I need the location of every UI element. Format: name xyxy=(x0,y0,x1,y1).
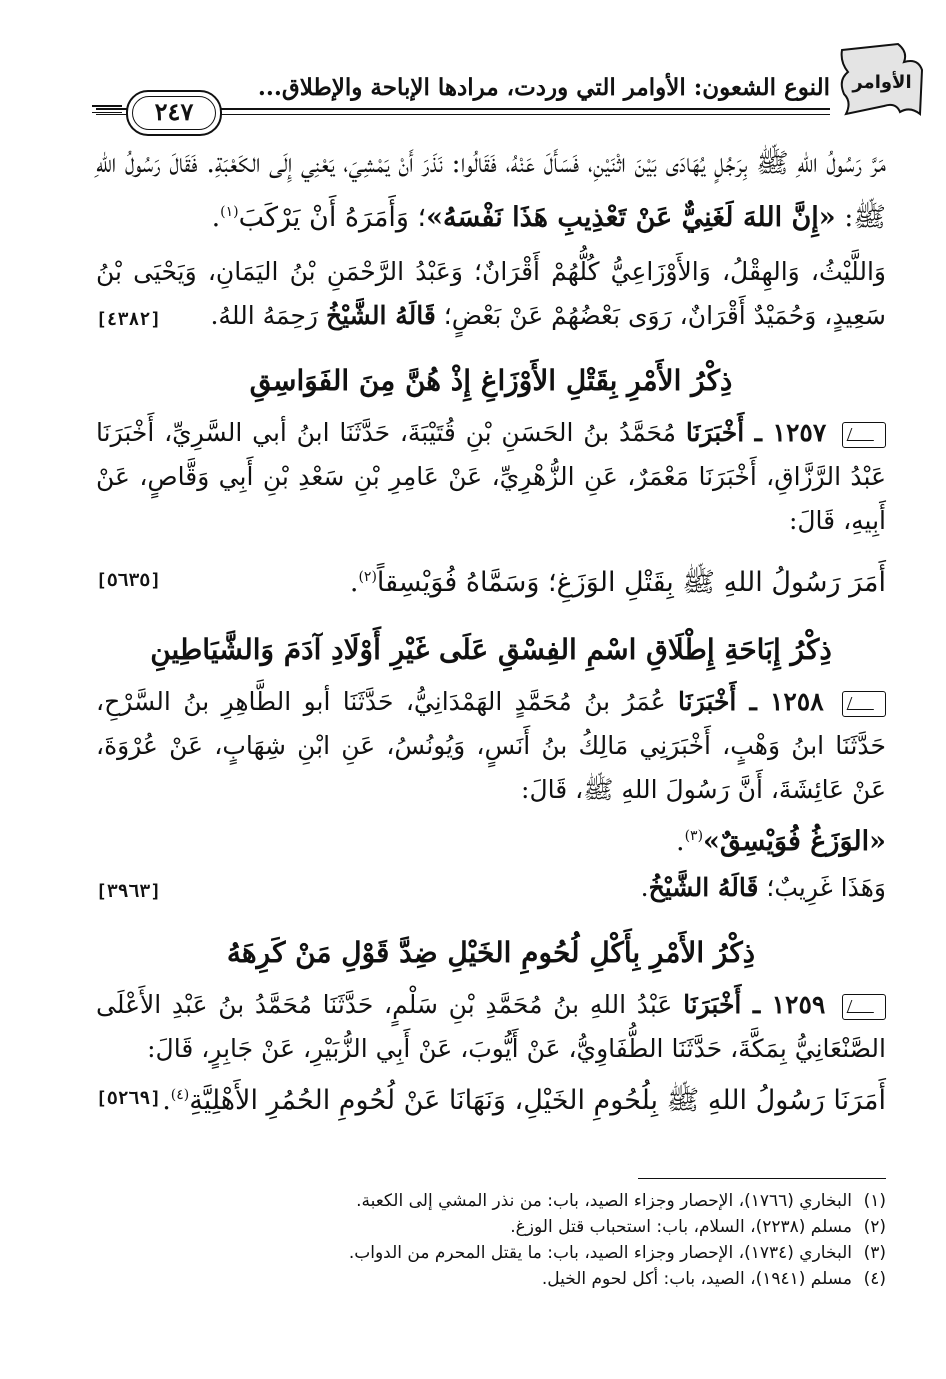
commentary-paragraph: وَهَذَا غَرِيبٌ؛ قَالَهُ الشَّيْخُ. [٣٩٦٣] xyxy=(96,866,886,910)
hadith-isnad xyxy=(96,411,886,543)
footnote-text: البخاري (١٧٣٤)، الإحصار وجزاء الصيد، باب: ما يقتل المحرم من الدواب. xyxy=(348,1243,852,1263)
page-number: ٢٤٧ xyxy=(126,90,222,136)
commentary-attribution: قَالَهُ الشَّيْخُ xyxy=(648,873,759,902)
commentary-text: وَاللَّيْثُ، وَالهِقْلُ، وَالأَوْزَاعِيُّ كُلُّهُمْ أَقْرَانٌ؛ وَعَبْدُ الرَّحْمَنِ بْنُ اليَمَانِ، وَيَحْيَى بْنُ سَعِيدٍ، وَحُمَيْدٌ أَقْرَانٌ، رَوَى بَعْضُهُمْ عَنْ بَعْضٍ؛ xyxy=(96,257,886,330)
corner-label: الأوامر xyxy=(852,72,912,93)
footnote-text: مسلم (١٩٤١)، الصيد، باب: أكل لحوم الخيل. xyxy=(541,1269,852,1289)
commentary-paragraph xyxy=(96,250,886,338)
footnote-ref: (١) xyxy=(220,204,239,220)
hadith-marker-icon xyxy=(842,422,886,448)
hadith-marker-icon xyxy=(842,994,886,1020)
commentary-attribution: قَالَهُ الشَّيْخُ xyxy=(325,301,436,330)
footnote-ref: (٤) xyxy=(170,1087,190,1103)
footnote-text: مسلم (٢٢٣٨)، السلام، باب: استحباب قتل الوزغ. xyxy=(510,1217,852,1237)
hadith-matn: أَمَرَنَا رَسُولُ اللهِ ﷺ بِلُحُومِ الخَيْلِ، وَنَهَانَا عَنْ لُحُومِ الحُمُرِ الأَهْلِيَّةِ$^{(٤)}$. [٥٢٦٩] xyxy=(96,1071,886,1125)
hadith-isnad xyxy=(96,680,886,812)
matn-text: «الوَزَغُ فُوَيْسِقٌ» xyxy=(703,826,886,857)
footnote xyxy=(96,1188,886,1214)
hadith-isnad xyxy=(96,983,886,1071)
hadith-reference-number: [٤٣٨٢] xyxy=(96,309,162,330)
footnote xyxy=(96,1240,886,1266)
isnad-text: عُمَرُ بنُ مُحَمَّدٍ الهَمْدَانِيُّ، حَدَّثَنَا أبو الطَّاهِرِ بنُ السَّرْحِ، حَدَّثَنَا ابنُ وَهْبٍ، أَخْبَرَنِي مَالِكُ بنُ أَنَسٍ، وَيُونُسُ، عَنِ ابْنِ شِهَابٍ، عَنْ عُرْوَةَ، عَنْ عَائِشَةَ، أَنَّ رَسُولَ اللهِ ﷺ، قَالَ: xyxy=(96,687,886,804)
footnote-number: (١) xyxy=(863,1191,886,1211)
section-corner-emblem xyxy=(838,40,926,120)
commentary-ending: رَحِمَهُ اللهُ. xyxy=(210,301,318,330)
footnote-text: البخاري (١٧٦٦)، الإحصار وجزاء الصيد، باب: من نذر المشي إلى الكعبة. xyxy=(356,1191,852,1211)
footnote-number: (٣) xyxy=(863,1243,886,1263)
page-header xyxy=(96,30,926,125)
hadith-matn: «الوَزَغُ فُوَيْسِقٌ»$^{(٣)}$. xyxy=(675,826,886,857)
running-title: النوع الشعون: الأوامر التي وردت، مرادها الإباحة والإطلاق... xyxy=(257,74,830,101)
chapter-heading: ذِكْرُ الأَمْرِ بِقَتْلِ الأَوْزَاغِ إِذْ هُنَّ مِنَ الفَوَاسِقِ xyxy=(249,364,733,397)
footnote xyxy=(96,1214,886,1240)
footnote xyxy=(96,1266,886,1292)
footnote-separator xyxy=(638,1178,886,1179)
hadith-number: ١٢٥٩ ـ أَخْبَرَنَا xyxy=(683,990,826,1019)
hadith-reference-number: [٥٢٦٩] xyxy=(96,1088,162,1109)
matn-text: أَمَرَنَا رَسُولُ اللهِ ﷺ بِلُحُومِ الخَيْلِ، وَنَهَانَا عَنْ لُحُومِ الحُمُرِ الأَهْلِيَّةِ xyxy=(189,1085,886,1116)
footnote-number: (٢) xyxy=(863,1217,886,1237)
hadith-number: ١٢٥٧ ـ أَخْبَرَنَا xyxy=(685,418,827,447)
footnote-ref: (٢) xyxy=(358,569,377,585)
chapter-heading: ذِكْرُ إِبَاحَةِ إِطْلَاقِ اسْمِ الفِسْقِ عَلَى غَيْرِ أَوْلَادِ آدَمَ وَالشَّيَاطِينِ xyxy=(150,633,832,666)
hadith-narration: مَرَّ رَسُولُ اللهِ ﷺ بِرَجُلٍ يُهَادَى بَيْنَ اثْنَيْنِ، فَسَأَلَ عَنْهُ، فَقَالُوا: نَذَرَ أَنْ يَمْشِيَ، يَعْنِي إِلَى الكَعْبَةِ. فَقَالَ رَسُولُ اللهِ ﷺ: xyxy=(96,148,886,233)
hadith-reference-number: [٥٦٣٥] xyxy=(96,570,162,591)
isnad-text: مُحَمَّدُ بنُ الحَسَنِ بْنِ قُتَيْبَةَ، حَدَّثَنَا ابنُ أبي السَّرِيِّ، أَخْبَرَنَا عَبْدُ الرَّزَّاقِ، أَخْبَرَنَا مَعْمَرٌ، عَنِ الزُّهْرِيِّ، عَنْ عَامِرِ بْنِ سَعْدِ بْنِ أَبِي وَقَّاصٍ، عَنْ أَبِيهِ، قَالَ: xyxy=(96,418,886,535)
hadith-matn: أَمَرَ رَسُولُ اللهِ ﷺ بِقَتْلِ الوَزَغِ؛ وَسَمَّاهُ فُوَيْسِقاً$^{(٢)}$. [٥٦٣٥] xyxy=(96,553,886,607)
footnote-number: (٤) xyxy=(863,1269,886,1289)
prophetic-quote: «إِنَّ اللهَ لَغَنِيٌّ عَنْ تَعْذِيبِ هَذَا نَفْسَهُ» xyxy=(426,202,836,233)
header-left-rule xyxy=(92,105,122,107)
page-body xyxy=(96,140,886,1125)
hadith-reference-number: [٣٩٦٣] xyxy=(96,881,162,902)
hadith-marker-icon xyxy=(842,691,886,717)
footnotes xyxy=(96,1188,886,1292)
hadith-text-continued: مَرَّ رَسُولُ اللهِ ﷺ بِرَجُلٍ يُهَادَى بَيْنَ اثْنَيْنِ، فَسَأَلَ عَنْهُ، فَقَالُوا: نَذَرَ أَنْ يَمْشِيَ، يَعْنِي إِلَى الكَعْبَةِ. فَقَالَ رَسُولُ اللهِ ﷺ: «إِنَّ اللهَ لَغَنِيٌّ عَنْ تَعْذِيبِ هَذَا نَفْسَهُ»؛ وَأَمَرَهُ أَنْ يَرْكَبَ$^{(١)}$. xyxy=(96,148,886,233)
footnote-ref: (٣) xyxy=(684,828,704,844)
hadith-number: ١٢٥٨ ـ أَخْبَرَنَا xyxy=(678,687,824,716)
matn-text: أَمَرَ رَسُولُ اللهِ ﷺ بِقَتْلِ الوَزَغِ؛ وَسَمَّاهُ فُوَيْسِقاً xyxy=(376,567,886,598)
commentary-text: وَهَذَا غَرِيبٌ؛ xyxy=(766,873,886,902)
hadith-ending: ؛ وَأَمَرَهُ أَنْ يَرْكَبَ xyxy=(238,202,427,233)
header-left-rule-thin xyxy=(92,112,122,113)
isnad-text: عَبْدُ اللهِ بنُ مُحَمَّدِ بْنِ سَلْمٍ، حَدَّثَنَا مُحَمَّدُ بنُ عَبْدِ الأَعْلَى الصَّنْعَانِيُّ بِمَكَّةَ، حَدَّثَنَا الطُّفَاوِيُّ، عَنْ أَيُّوبَ، عَنْ أَبِي الزُّبَيْرِ، عَنْ جَابِرٍ، قَالَ: xyxy=(96,990,886,1063)
chapter-heading: ذِكْرُ الأَمْرِ بِأَكْلِ لُحُومِ الخَيْلِ ضِدَّ قَوْلِ مَنْ كَرِهَهُ xyxy=(226,936,756,969)
